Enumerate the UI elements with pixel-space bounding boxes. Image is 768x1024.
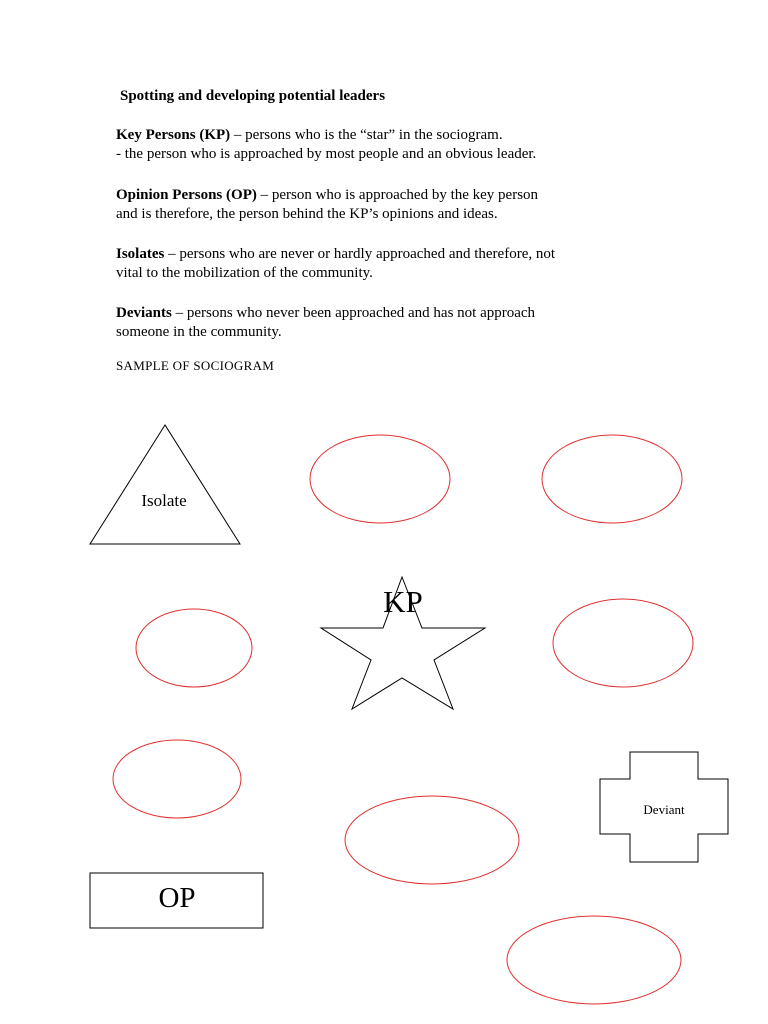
definition-text: – persons who never been approached and has not approach xyxy=(171,305,536,321)
isolate-label: Isolate xyxy=(141,491,187,510)
definition-text: – persons who is the “star” in the sociogram. xyxy=(230,127,503,143)
member-ellipse xyxy=(113,740,241,818)
document-heading: Spotting and developing potential leaders xyxy=(120,88,386,104)
term-isolates: Isolates xyxy=(116,246,165,262)
kp-label: KP xyxy=(383,584,423,619)
definition-text: – persons who are never or hardly approached and therefore, not xyxy=(164,246,556,262)
definition-text: - the person who is approached by most people and an obvious leader. xyxy=(116,146,537,162)
member-ellipse xyxy=(553,599,693,687)
term-key-persons: Key Persons xyxy=(116,127,196,143)
member-ellipse xyxy=(542,435,682,523)
definition-text: – person who is approached by the key person xyxy=(256,187,539,203)
op-label: OP xyxy=(158,882,196,914)
member-ellipse xyxy=(345,796,519,884)
abbr-kp: (KP) xyxy=(195,127,231,143)
term-deviants: Deviants xyxy=(116,305,172,321)
term-opinion-persons: Opinion Persons xyxy=(116,187,223,203)
member-ellipse xyxy=(136,609,252,687)
isolate-triangle xyxy=(90,425,240,544)
sample-label: SAMPLE OF SOCIOGRAM xyxy=(116,358,275,373)
deviant-label: Deviant xyxy=(643,802,685,817)
definition-text: and is therefore, the person behind the KP’s opinions and ideas. xyxy=(116,206,498,222)
definition-text: vital to the mobilization of the community. xyxy=(116,265,373,281)
abbr-op: (OP) xyxy=(222,187,257,203)
definition-text: someone in the community. xyxy=(116,324,282,340)
member-ellipse xyxy=(310,435,450,523)
member-ellipse xyxy=(507,916,681,1004)
